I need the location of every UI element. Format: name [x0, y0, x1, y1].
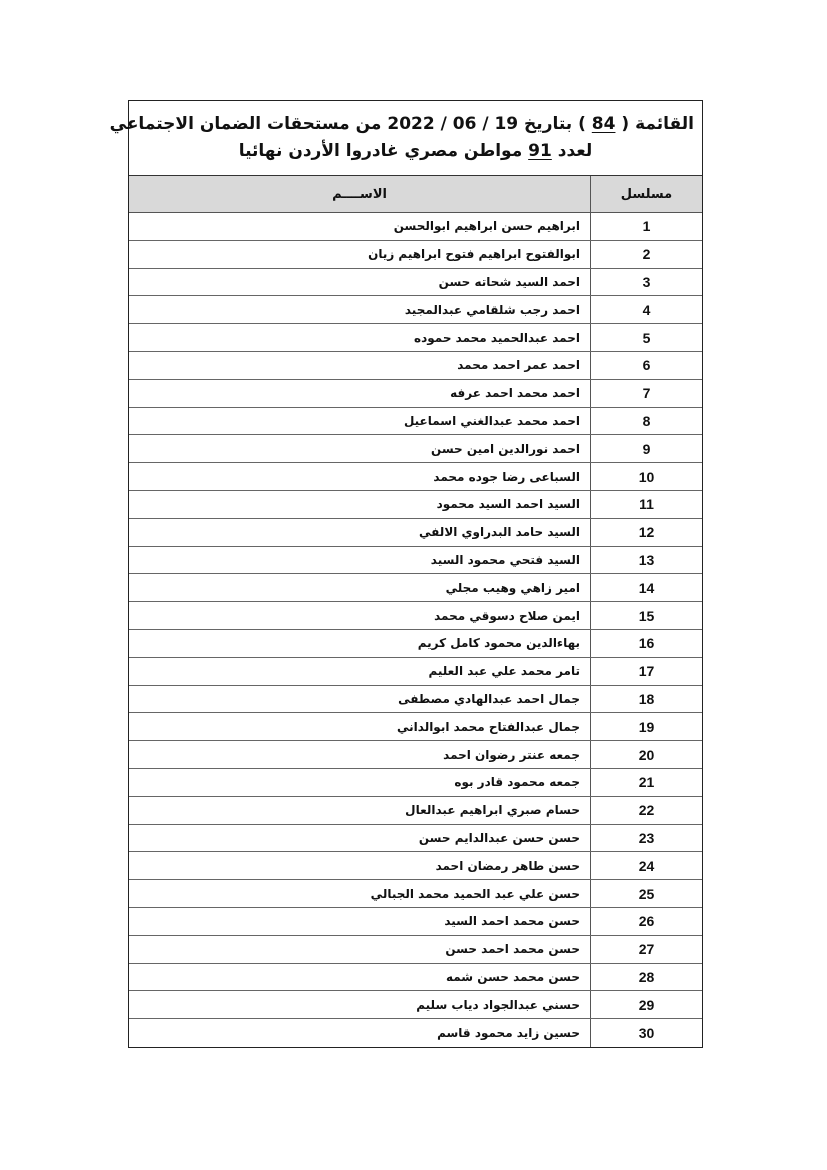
person-name: السيد فتحي محمود السيد — [430, 552, 580, 567]
serial-cell — [590, 547, 702, 574]
title-line-1 — [109, 111, 694, 138]
serial-cell — [590, 686, 702, 713]
person-name: حسن حسن عبدالدايم حسن — [418, 830, 580, 845]
citizen-count: 91 — [528, 141, 552, 161]
table-row — [129, 213, 702, 241]
name-cell — [129, 991, 590, 1018]
document-title — [109, 101, 702, 176]
name-cell — [129, 686, 590, 713]
table-row — [129, 241, 702, 269]
serial-cell — [590, 296, 702, 323]
serial-number: 21 — [638, 774, 655, 791]
name-cell — [129, 491, 590, 518]
name-cell — [129, 547, 590, 574]
name-cell — [129, 713, 590, 740]
person-name: احمد محمد عبدالغني اسماعيل — [403, 413, 580, 428]
person-name: حسن محمد احمد حسن — [445, 942, 580, 957]
title-count-suffix: مواطن مصري غادروا الأردن نهائيا — [238, 141, 523, 161]
serial-number: 1 — [642, 218, 651, 235]
table-row — [129, 519, 702, 547]
name-cell — [129, 519, 590, 546]
table-header-row — [129, 176, 702, 213]
serial-cell — [590, 324, 702, 351]
serial-cell — [590, 741, 702, 768]
person-name: حسن علي عبد الحميد محمد الجبالي — [370, 886, 580, 901]
header-serial-label: مسلسل — [620, 186, 673, 202]
serial-cell — [590, 380, 702, 407]
table-row — [129, 769, 702, 797]
person-name: السباعى رضا جوده محمد — [433, 469, 580, 484]
serial-number: 18 — [638, 690, 655, 707]
serial-number: 13 — [638, 551, 655, 568]
serial-cell — [590, 241, 702, 268]
serial-cell — [590, 964, 702, 991]
serial-cell — [590, 658, 702, 685]
person-name: احمد نورالدين امين حسن — [431, 441, 580, 456]
table-row — [129, 547, 702, 575]
person-name: احمد محمد احمد عرفه — [450, 386, 580, 401]
serial-number: 16 — [638, 635, 655, 652]
person-name: جمعه عنتر رضوان احمد — [443, 747, 580, 762]
serial-number: 24 — [638, 857, 655, 874]
table-row — [129, 296, 702, 324]
table-row — [129, 602, 702, 630]
table-row — [129, 686, 702, 714]
person-name: احمد عمر احمد محمد — [457, 358, 580, 373]
person-name: جمعه محمود قادر بوه — [454, 775, 580, 790]
name-cell — [129, 797, 590, 824]
table-row — [129, 408, 702, 436]
name-cell — [129, 825, 590, 852]
serial-cell — [590, 797, 702, 824]
name-cell — [129, 574, 590, 601]
serial-cell — [590, 880, 702, 907]
name-cell — [129, 1019, 590, 1047]
table-row — [129, 491, 702, 519]
table-row — [129, 908, 702, 936]
person-name: السيد احمد السيد محمود — [436, 497, 580, 512]
name-cell — [129, 324, 590, 351]
serial-number: 7 — [642, 385, 651, 402]
title-list-prefix: القائمة ( — [621, 114, 694, 134]
person-name: احمد رجب شلقامي عبدالمجيد — [404, 302, 580, 317]
serial-number: 22 — [638, 802, 655, 819]
title-date-and-subject: ) بتاريخ 19 / 06 / 2022 من مستحقات الضمان الاجتماعي — [109, 114, 586, 134]
person-name: السيد حامد البدراوي الالفي — [419, 525, 580, 540]
header-serial-cell — [590, 176, 702, 212]
person-name: جمال عبدالفتاح محمد ابوالداني — [397, 719, 580, 734]
name-cell — [129, 435, 590, 462]
serial-number: 2 — [642, 246, 651, 263]
person-name: ابوالفتوح ابراهيم فتوح ابراهيم زيان — [368, 247, 580, 262]
name-cell — [129, 630, 590, 657]
serial-number: 12 — [638, 524, 655, 541]
name-cell — [129, 658, 590, 685]
serial-cell — [590, 408, 702, 435]
serial-cell — [590, 991, 702, 1018]
name-cell — [129, 936, 590, 963]
table-row — [129, 574, 702, 602]
table-row — [129, 435, 702, 463]
table-row — [129, 825, 702, 853]
name-cell — [129, 964, 590, 991]
serial-number: 10 — [638, 468, 655, 485]
table-row — [129, 380, 702, 408]
table-row — [129, 852, 702, 880]
table-row — [129, 880, 702, 908]
person-name: حسن طاهر رمضان احمد — [435, 858, 580, 873]
person-name: احمد السيد شحاته حسن — [438, 274, 580, 289]
name-cell — [129, 296, 590, 323]
serial-cell — [590, 1019, 702, 1047]
header-name-label: الاســــم — [332, 186, 387, 202]
table-row — [129, 713, 702, 741]
table-row — [129, 630, 702, 658]
serial-number: 28 — [638, 968, 655, 985]
person-name: حسن محمد احمد السيد — [444, 914, 580, 929]
serial-cell — [590, 213, 702, 240]
person-name: ايمن صلاح دسوقي محمد — [434, 608, 580, 623]
person-name: حسن محمد حسن شمه — [445, 969, 580, 984]
serial-number: 5 — [642, 329, 651, 346]
table-row — [129, 964, 702, 992]
name-cell — [129, 769, 590, 796]
serial-cell — [590, 269, 702, 296]
name-cell — [129, 352, 590, 379]
name-cell — [129, 908, 590, 935]
serial-cell — [590, 463, 702, 490]
serial-cell — [590, 519, 702, 546]
person-name: حسام صبري ابراهيم عبدالعال — [405, 803, 580, 818]
table-row — [129, 991, 702, 1019]
name-cell — [129, 408, 590, 435]
person-name: جمال احمد عبدالهادي مصطفى — [398, 691, 580, 706]
serial-cell — [590, 936, 702, 963]
serial-number: 27 — [638, 941, 655, 958]
name-cell — [129, 463, 590, 490]
serial-number: 15 — [638, 607, 655, 624]
serial-number: 9 — [642, 440, 651, 457]
table-row — [129, 936, 702, 964]
name-cell — [129, 880, 590, 907]
serial-number: 3 — [642, 273, 651, 290]
name-cell — [129, 213, 590, 240]
serial-number: 23 — [638, 829, 655, 846]
table-row — [129, 797, 702, 825]
serial-number: 30 — [638, 1025, 655, 1041]
serial-number: 26 — [638, 913, 655, 930]
name-cell — [129, 602, 590, 629]
serial-cell — [590, 825, 702, 852]
table-row — [129, 741, 702, 769]
name-cell — [129, 269, 590, 296]
person-name: حسين زايد محمود قاسم — [437, 1026, 580, 1040]
person-name: حسني عبدالجواد دياب سليم — [416, 997, 580, 1012]
serial-cell — [590, 602, 702, 629]
person-name: امير زاهي وهيب مجلي — [445, 580, 580, 595]
serial-number: 20 — [638, 746, 655, 763]
serial-cell — [590, 769, 702, 796]
serial-number: 14 — [638, 579, 655, 596]
serial-number: 29 — [638, 996, 655, 1013]
name-cell — [129, 852, 590, 879]
header-name-cell — [129, 176, 590, 212]
table-row — [129, 352, 702, 380]
serial-number: 19 — [638, 718, 655, 735]
serial-number: 8 — [642, 412, 651, 429]
serial-cell — [590, 908, 702, 935]
serial-cell — [590, 352, 702, 379]
list-number: 84 — [591, 114, 616, 134]
name-cell — [129, 741, 590, 768]
table-row — [129, 463, 702, 491]
serial-cell — [590, 713, 702, 740]
title-count-prefix: لعدد — [557, 141, 593, 161]
person-name: بهاءالدين محمود كامل كريم — [417, 636, 580, 651]
table-row — [129, 658, 702, 686]
table-row — [129, 324, 702, 352]
serial-cell — [590, 630, 702, 657]
serial-cell — [590, 852, 702, 879]
name-cell — [129, 380, 590, 407]
table-row — [129, 1019, 702, 1047]
serial-number: 17 — [638, 663, 655, 680]
serial-cell — [590, 435, 702, 462]
person-name: ابراهيم حسن ابراهيم ابوالحسن — [393, 219, 580, 234]
serial-number: 25 — [638, 885, 655, 902]
person-name: احمد عبدالحميد محمد حموده — [414, 330, 580, 345]
table-row — [129, 269, 702, 297]
serial-number: 4 — [642, 301, 651, 318]
title-line-2 — [137, 138, 694, 165]
person-name: تامر محمد علي عبد العليم — [428, 664, 580, 679]
serial-number: 6 — [642, 357, 651, 374]
serial-cell — [590, 574, 702, 601]
serial-cell — [590, 491, 702, 518]
table-body — [129, 213, 702, 1047]
beneficiaries-list-table — [109, 100, 703, 1048]
serial-number: 11 — [639, 496, 654, 513]
name-cell — [129, 241, 590, 268]
